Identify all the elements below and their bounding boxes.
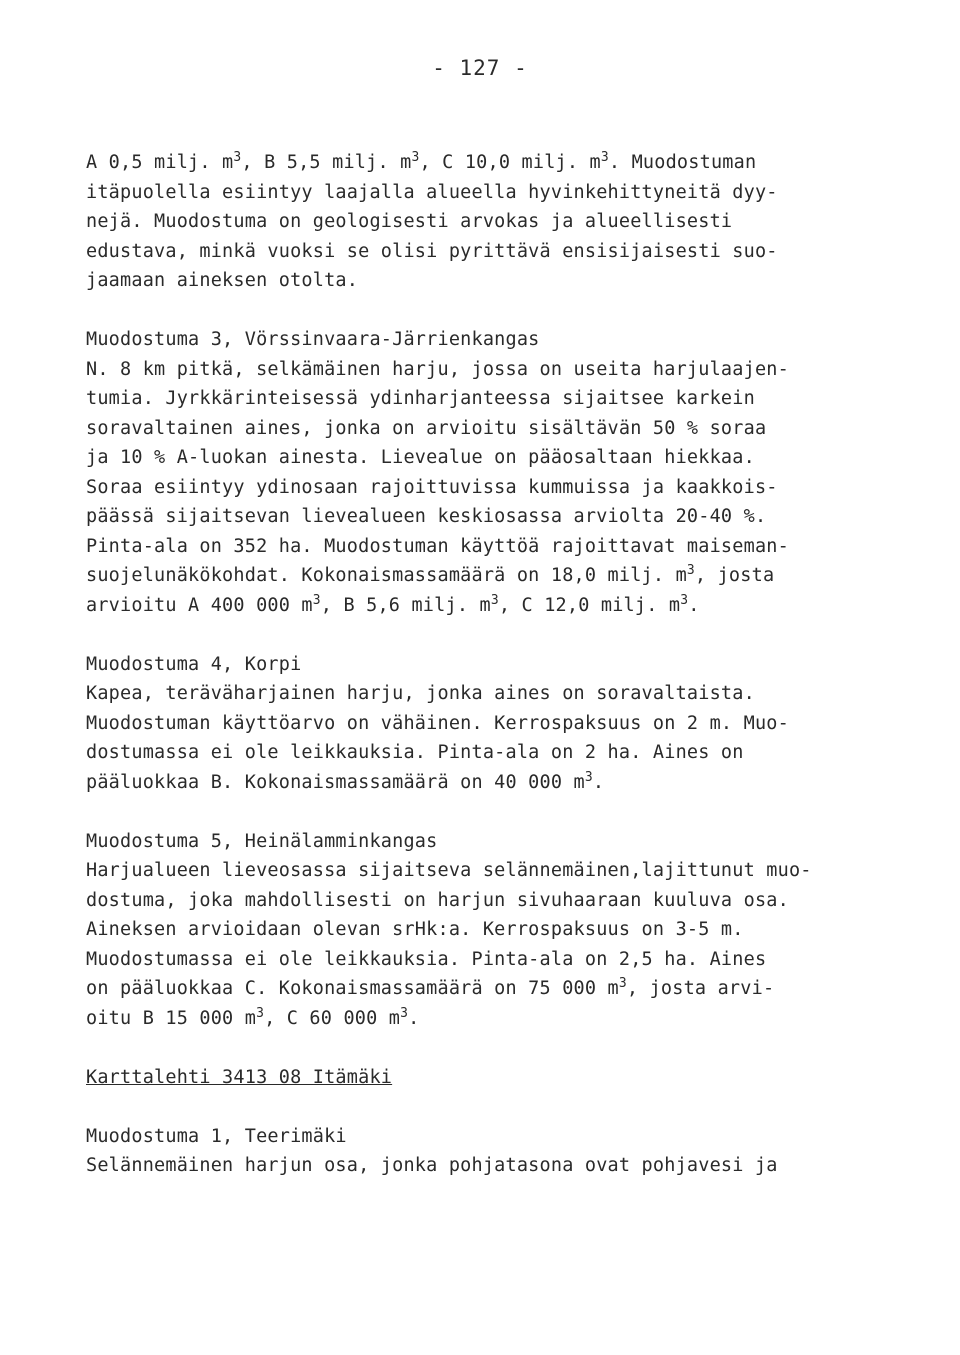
text-line: oitu B 15 000 $m^3$, C 60 000 $m^3$. (86, 1005, 420, 1029)
text-line: Harjualueen lieveosassa sijaitseva selännemäinen,lajittunut muo- (86, 860, 812, 881)
superscript: 3 (400, 1005, 409, 1021)
text-line: Pinta-ala on 352 ha. Muodostuman käyttöä rajoittavat maiseman- (86, 535, 789, 557)
superscript: 3 (490, 592, 499, 608)
paragraph-gap (86, 1033, 906, 1063)
text-line: Muodostumassa ei ole leikkauksia. Pinta-ala on 2,5 ha. Aines (86, 948, 767, 970)
text-line: nejä. Muodostuma on geologisesti arvokas ja alueellisesti (86, 211, 733, 232)
page-number: - 127 - (432, 56, 528, 80)
superscript: 3 (256, 1005, 265, 1021)
superscript: 3 (233, 149, 242, 165)
text-line: tumia. Jyrkkärinteisessä ydinharjanteessa sijaitsee karkein (86, 388, 755, 409)
text-line: dostumassa ei ole leikkauksia. Pinta-ala on 2 ha. Aines on (86, 742, 744, 763)
section-heading: Muodostuma 1, Teerimäki (86, 1125, 347, 1147)
section-heading: Muodostuma 4, Korpi (86, 653, 302, 675)
document-body (86, 148, 906, 1181)
text-line: Selännemäinen harjun osa, jonka pohjatasona ovat pohjavesi ja (86, 1155, 778, 1176)
paragraph-gap (86, 296, 906, 326)
superscript: 3 (686, 562, 695, 578)
text-line: Aineksen arvioidaan olevan srHk:a. Kerrospaksuus on 3-5 m. (86, 919, 744, 940)
section-heading: Muodostuma 3, Vörssinvaara-Järrienkangas (86, 329, 540, 350)
text-line: edustava, minkä vuoksi se olisi pyrittävä ensisijaisesti suo- (86, 240, 778, 262)
superscript: 3 (312, 592, 321, 608)
text-line: suojelunäkökohdat. Kokonaismassamäärä on 18,0 milj. $m^3$, josta (86, 562, 775, 586)
text-line: A 0,5 milj. $m^3$, B 5,5 milj. $m^3$, C 10,0 milj. $m^3$. Muodostuman (86, 149, 757, 173)
text-line: ja 10 % A-luokan ainesta. Lievealue on pääosaltaan hiekkaa. (86, 447, 755, 468)
superscript: 3 (618, 975, 627, 991)
text-line: soravaltainen aines, jonka on arvioitu sisältävän 50 % soraa (86, 417, 767, 439)
superscript: 3 (680, 592, 689, 608)
text-line: päässä sijaitsevan lievealueen keskiosassa arviolta 20-40 %. (86, 506, 767, 527)
text-line: Muodostuman käyttöarvo on vähäinen. Kerrospaksuus on 2 m. Muo- (86, 712, 789, 734)
text-line: dostuma, joka mahdollisesti on harjun sivuhaaraan kuuluva osa. (86, 889, 789, 911)
paragraph-gap (86, 620, 906, 650)
text-line: Soraa esiintyy ydinosaan rajoittuvissa kummuissa ja kaakkois- (86, 476, 778, 498)
section-heading-underlined: Karttalehti 3413 08 Itämäki (86, 1066, 393, 1088)
section-heading: Muodostuma 5, Heinälamminkangas (86, 830, 438, 852)
paragraph-gap (86, 797, 906, 827)
text-line: arvioitu A 400 000 $m^3$, B 5,6 milj. $m^3$, C 12,0 milj. $m^3$. (86, 592, 700, 616)
text-line: on pääluokkaa C. Kokonaismassamäärä on 75 000 $m^3$, josta arvi- (86, 975, 775, 999)
superscript: 3 (600, 149, 609, 165)
text-line: pääluokkaa B. Kokonaismassamäärä on 40 000 $m^3$. (86, 769, 605, 793)
superscript: 3 (584, 769, 593, 785)
text-line: itäpuolella esiintyy laajalla alueella hyvinkehittyneitä dyy- (86, 181, 778, 203)
paragraph-gap (86, 1092, 906, 1122)
superscript: 3 (411, 149, 420, 165)
text-line: N. 8 km pitkä, selkämäinen harju, jossa on useita harjulaajen- (86, 358, 789, 380)
text-line: jaamaan aineksen otolta. (86, 270, 359, 291)
text-line: Kapea, teräväharjainen harju, jonka aines on soravaltaista. (86, 683, 755, 704)
